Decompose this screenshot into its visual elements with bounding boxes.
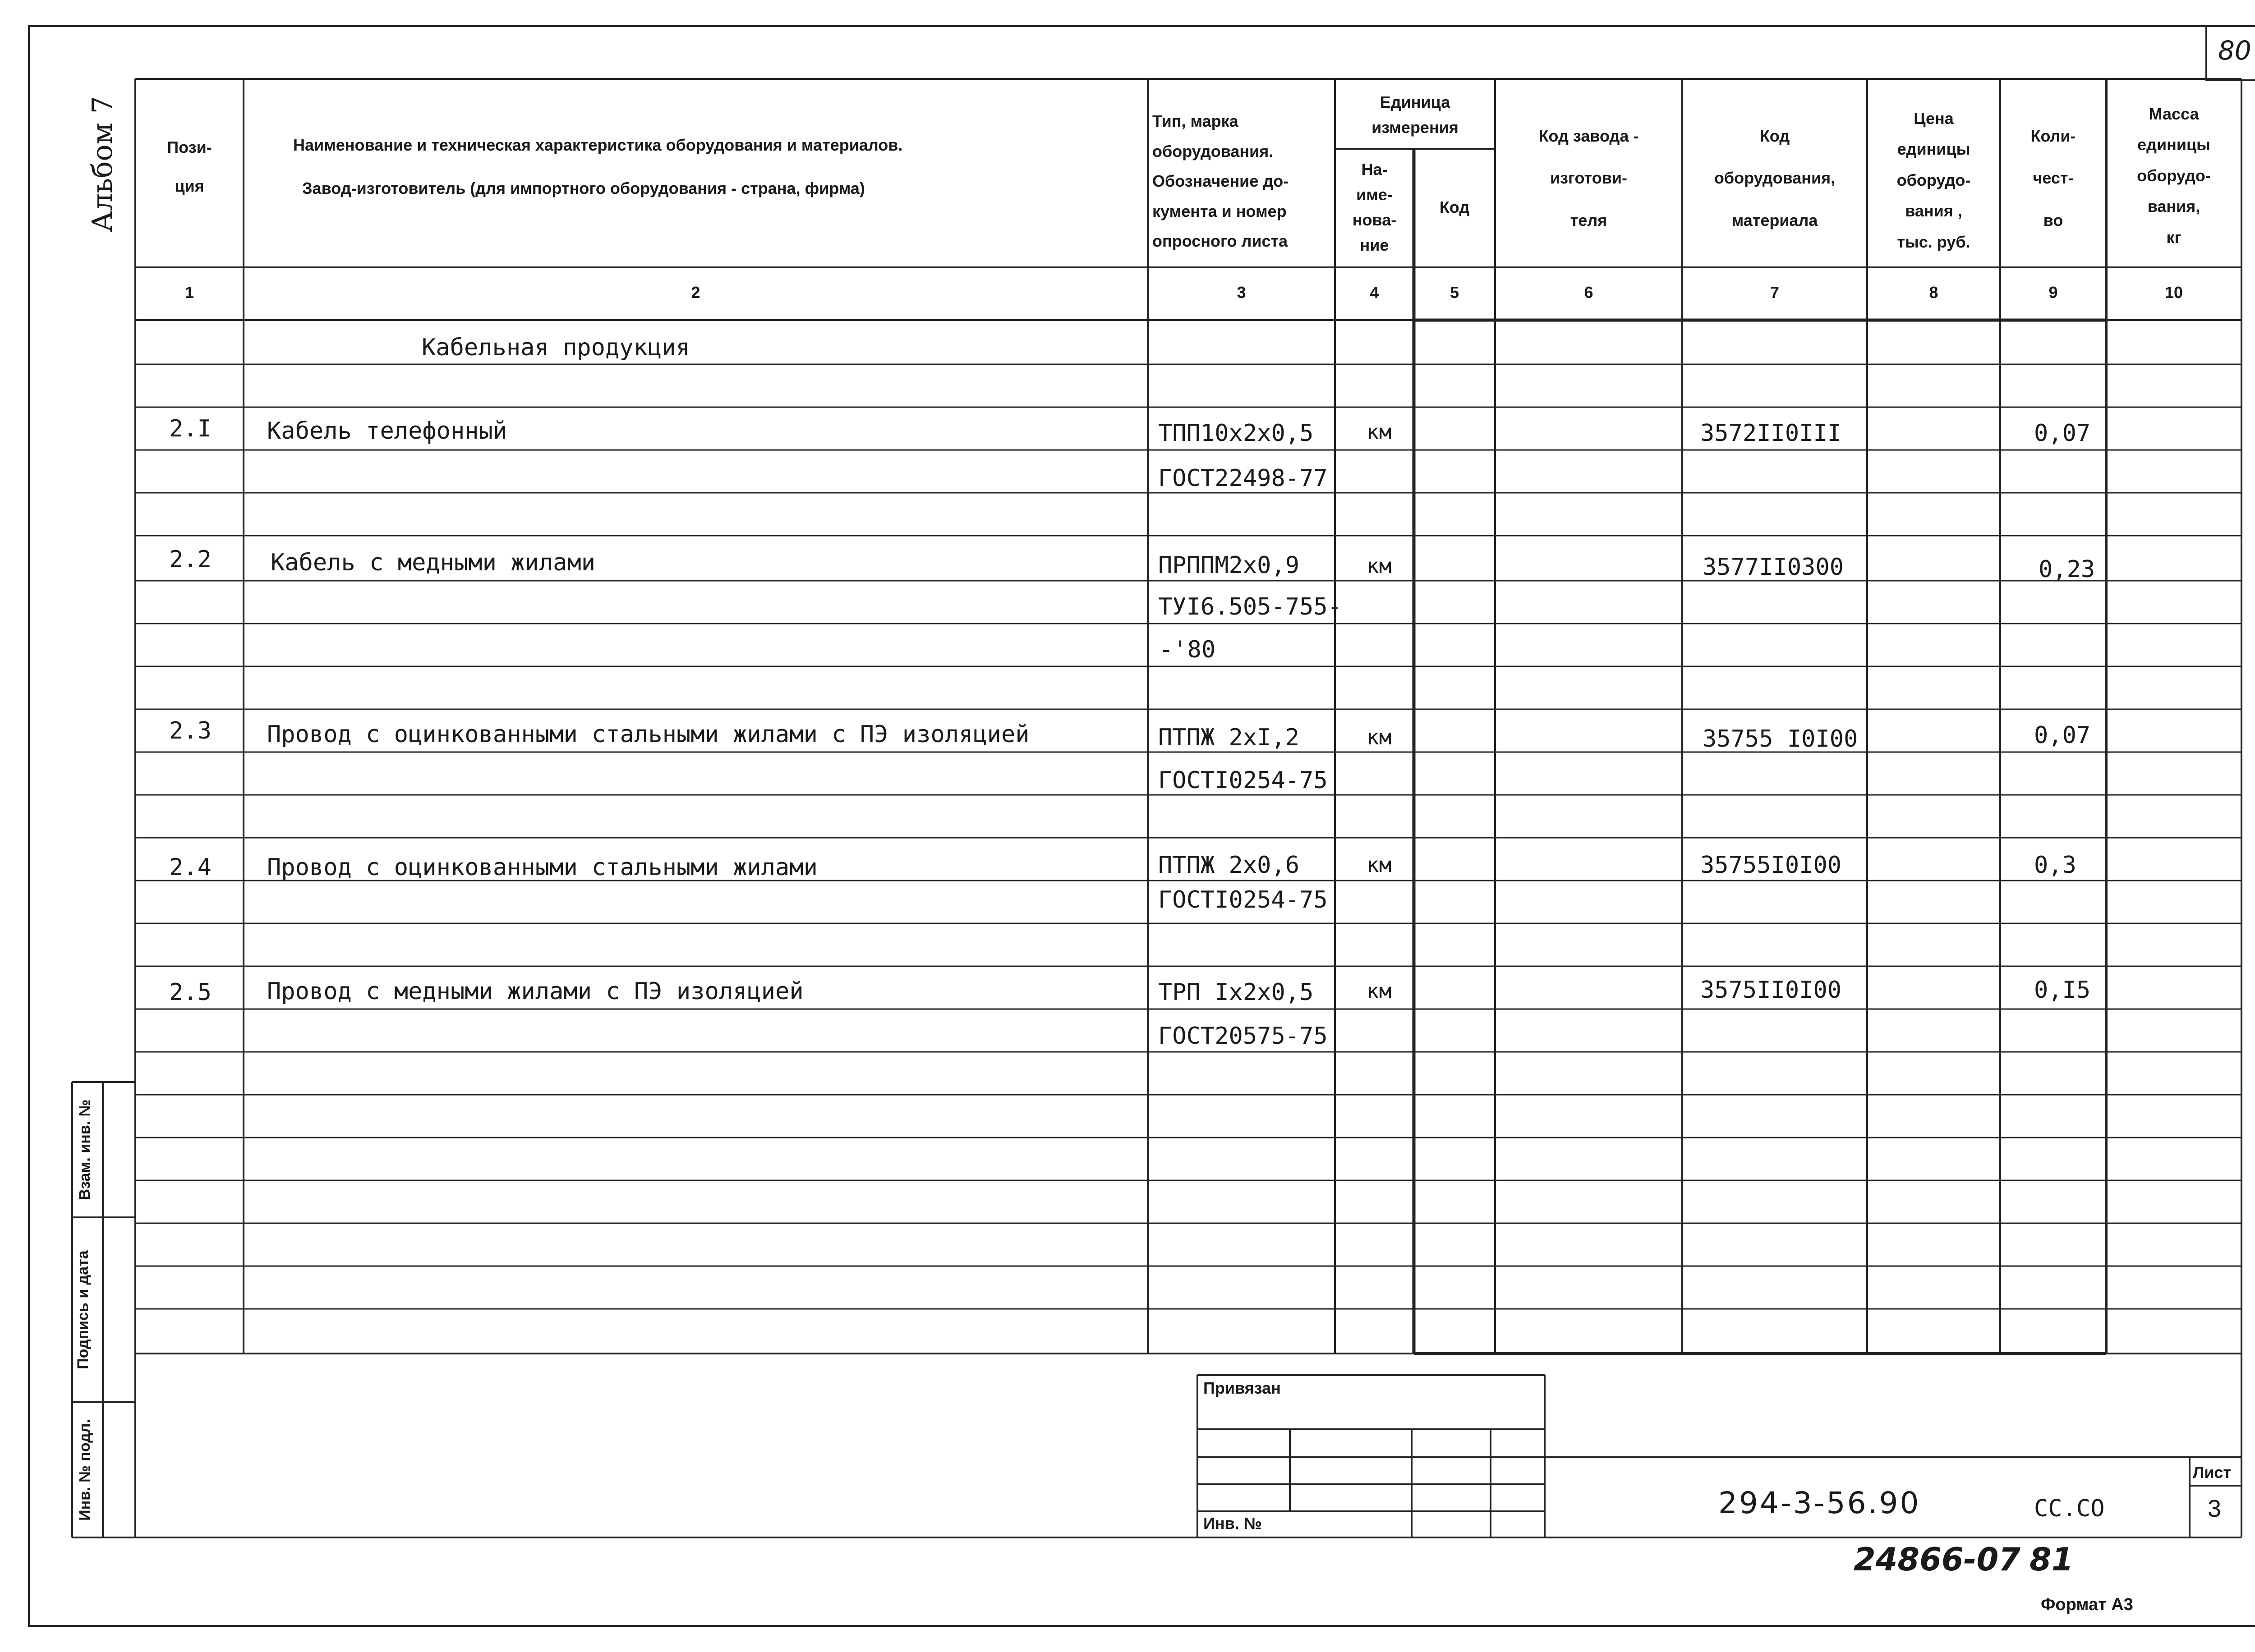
document-suffix: СС.СО bbox=[2034, 1495, 2105, 1522]
corner-sheet-number: 80 bbox=[2218, 35, 2251, 66]
header-col1 bbox=[135, 122, 244, 212]
header-text: кумента и номер bbox=[1152, 202, 1287, 220]
header-text: опросного листа bbox=[1152, 232, 1288, 251]
header-text: Код завода - bbox=[1538, 126, 1639, 145]
header-text: изготови- bbox=[1550, 169, 1628, 188]
header-text: Код bbox=[1439, 198, 1470, 217]
header-text: Пози- bbox=[167, 138, 212, 157]
column-number: 5 bbox=[1450, 283, 1459, 302]
column-number: 9 bbox=[2048, 283, 2058, 302]
header-col6 bbox=[1495, 104, 1682, 252]
handwritten-page: 81 bbox=[2030, 1541, 2074, 1578]
document-code: 294-3-56.90 bbox=[1718, 1486, 1921, 1520]
row-position: 2.3 bbox=[169, 717, 212, 744]
row-quantity: 0,3 bbox=[2034, 852, 2076, 879]
row-name: Провод с оцинкованными стальными жилами bbox=[267, 854, 818, 881]
row-position: 2.4 bbox=[169, 854, 212, 881]
header-text: Завод-изготовитель (для импортного оборудования - страна, фирма) bbox=[302, 179, 865, 197]
row-name: Провод с оцинкованными стальными жилами с ПЭ изоляцией bbox=[267, 721, 1030, 748]
row-doc: -'80 bbox=[1159, 636, 1216, 663]
row-doc: ГОСТ20575-75 bbox=[1158, 1023, 1328, 1050]
header-text: Единица bbox=[1380, 93, 1450, 112]
header-text: оборудо- bbox=[2137, 166, 2211, 185]
row-code: 3572II0III bbox=[1700, 420, 1842, 447]
stamp-vzam-inv: Взам. инв. № bbox=[76, 1099, 93, 1200]
column-number: 10 bbox=[2164, 283, 2183, 302]
header-text: Цена bbox=[1914, 109, 1954, 128]
header-text: Обозначение до- bbox=[1152, 172, 1289, 191]
row-quantity: 0,23 bbox=[2039, 556, 2095, 583]
header-text: единицы bbox=[2137, 135, 2210, 154]
stamp-podpis-data: Подпись и дата bbox=[74, 1250, 92, 1369]
column-number: 8 bbox=[1929, 283, 1938, 302]
row-type: ТПП10х2х0,5 bbox=[1158, 420, 1314, 447]
row-code: 3575II0I00 bbox=[1700, 977, 1842, 1004]
header-text: чест- bbox=[2033, 169, 2074, 188]
header-col3 bbox=[1152, 97, 1333, 266]
header-text: ние bbox=[1360, 235, 1389, 254]
header-text: Коли- bbox=[2030, 126, 2076, 145]
header-text: измерения bbox=[1371, 118, 1459, 137]
row-doc: ГОСТI0254-75 bbox=[1158, 767, 1328, 794]
header-text: ция bbox=[175, 177, 204, 195]
header-text: оборудования. bbox=[1152, 142, 1274, 161]
header-text: оборудования, bbox=[1714, 169, 1836, 188]
row-doc: ТУI6.505-755- bbox=[1158, 593, 1342, 620]
header-text: вания, bbox=[2147, 197, 2200, 216]
row-quantity: 0,07 bbox=[2034, 722, 2091, 749]
row-quantity: 0,I5 bbox=[2034, 977, 2091, 1004]
row-unit: км bbox=[1367, 554, 1392, 578]
row-quantity: 0,07 bbox=[2034, 420, 2091, 447]
header-col4 bbox=[1335, 153, 1414, 262]
row-doc: ГОСТ22498-77 bbox=[1158, 465, 1328, 492]
row-code: 35755 I0I00 bbox=[1703, 725, 1858, 753]
header-text: кг bbox=[2166, 228, 2181, 247]
header-text: материала bbox=[1731, 211, 1818, 229]
column-number: 6 bbox=[1584, 283, 1593, 302]
column-number: 1 bbox=[184, 283, 194, 302]
row-name: Кабель с медными жилами bbox=[271, 549, 596, 576]
row-position: 2.5 bbox=[169, 979, 212, 1006]
header-col2 bbox=[253, 122, 1078, 212]
row-unit: км bbox=[1367, 420, 1392, 444]
header-text: нова- bbox=[1352, 211, 1397, 229]
row-type: ТРП Iх2х0,5 bbox=[1158, 979, 1314, 1006]
header-col8 bbox=[1867, 99, 2000, 262]
stamp-inv-no: Инв. № bbox=[1203, 1514, 1262, 1533]
row-type: ПРППМ2х0,9 bbox=[1158, 552, 1300, 579]
section-title: Кабельная продукция bbox=[422, 334, 690, 361]
format-label: Формат А3 bbox=[2041, 1595, 2133, 1614]
column-number: 3 bbox=[1237, 283, 1246, 302]
header-text: вания , bbox=[1905, 202, 1962, 220]
row-doc: ГОСТI0254-75 bbox=[1158, 886, 1328, 913]
row-type: ПТПЖ 2х0,6 bbox=[1158, 852, 1300, 879]
row-position: 2.2 bbox=[169, 546, 212, 573]
row-code: 3577II0300 bbox=[1703, 554, 1844, 581]
header-col9 bbox=[2000, 104, 2106, 252]
header-col5 bbox=[1414, 153, 1495, 262]
column-number: 4 bbox=[1370, 283, 1379, 302]
row-unit: км bbox=[1367, 853, 1392, 877]
album-label: Альбом 7 bbox=[86, 96, 119, 232]
header-col45-group bbox=[1335, 86, 1495, 144]
stamp-inv-podl: Инв. № подл. bbox=[76, 1419, 93, 1521]
header-col10 bbox=[2106, 90, 2241, 262]
handwritten-number: 24866-07 bbox=[1854, 1541, 2020, 1578]
header-text: На- bbox=[1361, 160, 1388, 179]
list-label: Лист bbox=[2193, 1463, 2232, 1482]
header-text: Код bbox=[1759, 126, 1790, 145]
header-text: Масса bbox=[2149, 105, 2199, 124]
header-text: оборудо- bbox=[1896, 170, 1971, 189]
header-text: тыс. руб. bbox=[1897, 232, 1970, 251]
header-col7 bbox=[1682, 104, 1867, 252]
header-text: име- bbox=[1356, 185, 1393, 204]
row-position: 2.I bbox=[169, 415, 212, 442]
column-number: 2 bbox=[691, 283, 700, 302]
header-text: Тип, марка bbox=[1152, 112, 1238, 131]
row-name: Провод с медными жилами с ПЭ изоляцией bbox=[267, 978, 804, 1005]
row-unit: км bbox=[1367, 979, 1392, 1003]
row-type: ПТПЖ 2хI,2 bbox=[1158, 724, 1300, 751]
row-name: Кабель телефонный bbox=[267, 418, 507, 445]
column-number: 7 bbox=[1770, 283, 1780, 302]
header-text: во bbox=[2043, 211, 2063, 229]
list-number: 3 bbox=[2208, 1495, 2222, 1522]
header-text: Наименование и техническая характеристика оборудования и материалов. bbox=[293, 136, 903, 155]
row-code: 35755I0I00 bbox=[1700, 852, 1842, 879]
header-text: единицы bbox=[1897, 140, 1970, 159]
header-text: теля bbox=[1570, 211, 1607, 229]
stamp-privyazan: Привязан bbox=[1203, 1379, 1281, 1397]
row-unit: км bbox=[1367, 725, 1392, 749]
